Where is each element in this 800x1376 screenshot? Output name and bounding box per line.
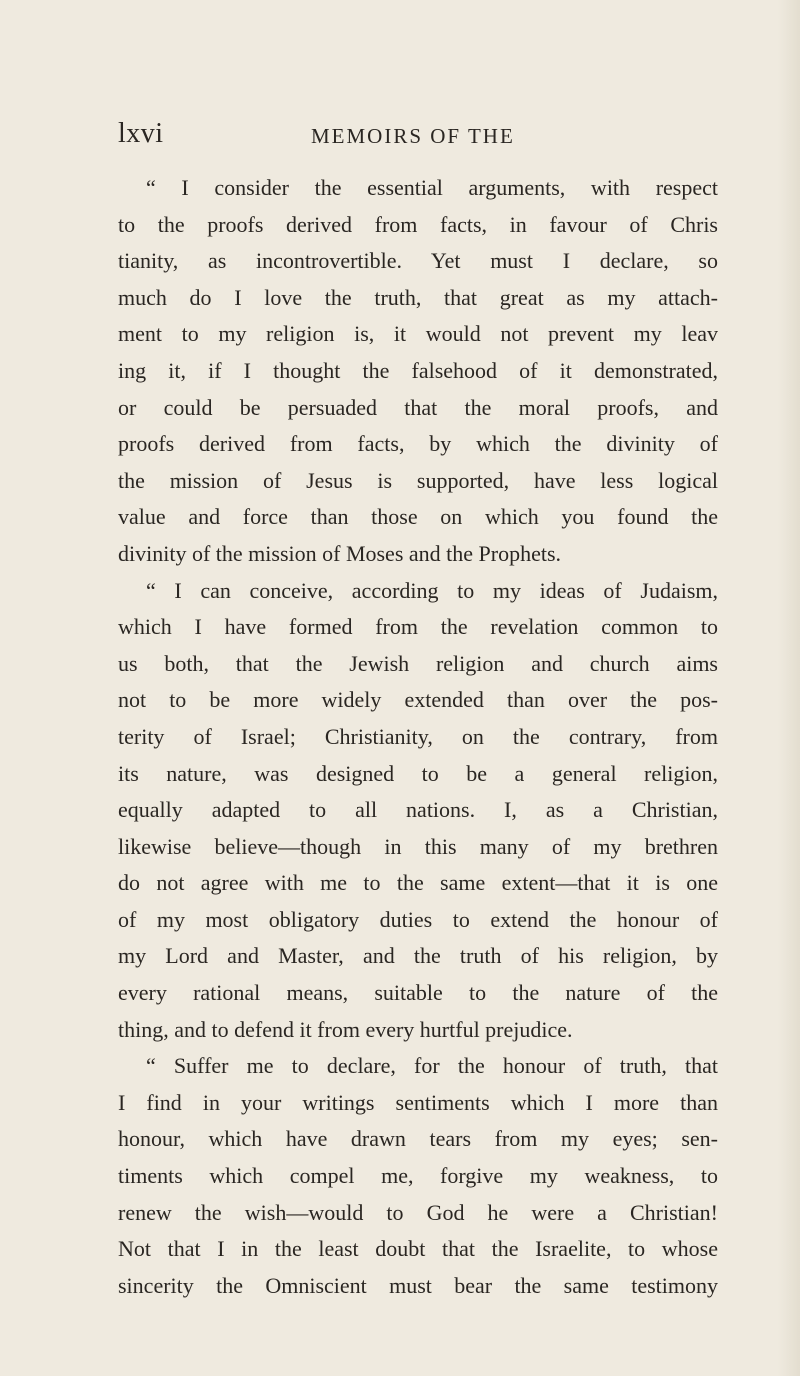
- text-line: proofs derived from facts, by which the divinity of: [118, 431, 718, 457]
- text-line: of my most obligatory duties to extend the honour of: [118, 906, 718, 932]
- text-line: ment to my religion is, it would not prevent my leav: [118, 321, 718, 347]
- running-head: MEMOIRS OF THE: [311, 124, 515, 148]
- page-header: [118, 118, 718, 154]
- text-line: my Lord and Master, and the truth of his religion, by: [118, 943, 718, 969]
- text-line: us both, that the Jewish religion and church aims: [118, 650, 718, 676]
- text-line: the mission of Jesus is supported, have less logical: [118, 467, 718, 493]
- text-line: which I have formed from the revelation common to: [118, 614, 718, 640]
- text-line: “ I can conceive, according to my ideas of Judaism,: [146, 577, 718, 603]
- text-line: much do I love the truth, that great as my attach-: [118, 284, 718, 310]
- text-line: to the proofs derived from facts, in favour of Chris: [118, 211, 718, 237]
- text-line: every rational means, suitable to the nature of the: [118, 980, 718, 1006]
- page-number: lxvi: [118, 118, 164, 149]
- text-line: honour, which have drawn tears from my eyes; sen-: [118, 1126, 718, 1152]
- text-line: “ I consider the essential arguments, with respect: [146, 175, 718, 200]
- page-edge-shadow: [778, 0, 800, 1376]
- text-line: thing, and to defend it from every hurtful prejudice.: [118, 1016, 573, 1042]
- text-line: equally adapted to all nations. I, as a Christian,: [118, 797, 718, 823]
- text-line: its nature, was designed to be a general religion,: [118, 760, 718, 786]
- text-line: renew the wish—would to God he were a Christian!: [118, 1199, 718, 1225]
- body-text: [118, 170, 718, 1304]
- text-line: ing it, if I thought the falsehood of it demonstrated,: [118, 357, 718, 383]
- text-line: sincerity the Omniscient must bear the same testimony: [118, 1272, 718, 1298]
- text-line: likewise believe—though in this many of my brethren: [118, 833, 718, 859]
- text-line: value and force than those on which you found the: [118, 504, 718, 530]
- text-line: I find in your writings sentiments which I more than: [118, 1089, 718, 1115]
- text-line: tianity, as incontrovertible. Yet must I declare, so: [118, 248, 718, 274]
- text-line: “ Suffer me to declare, for the honour of truth, that: [146, 1053, 718, 1079]
- text-line: Not that I in the least doubt that the Israelite, to whose: [118, 1236, 718, 1262]
- text-line: not to be more widely extended than over the pos-: [118, 687, 718, 713]
- text-line: timents which compel me, forgive my weakness, to: [118, 1163, 718, 1189]
- text-line: do not agree with me to the same extent—that it is one: [118, 870, 718, 896]
- text-line: divinity of the mission of Moses and the Prophets.: [118, 540, 562, 566]
- text-line: terity of Israel; Christianity, on the contrary, from: [118, 723, 718, 749]
- text-line: or could be persuaded that the moral proofs, and: [118, 394, 718, 420]
